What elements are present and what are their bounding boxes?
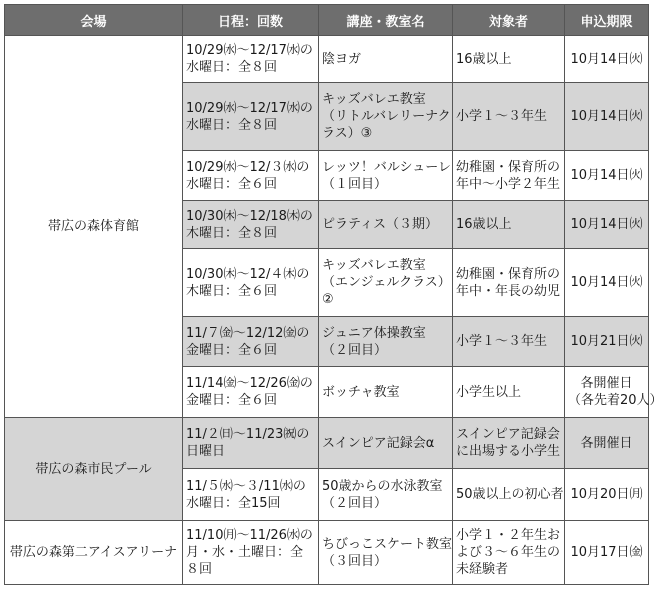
cell-line: 各開催日	[580, 376, 633, 391]
cell-line: 月・水・土曜日：全	[186, 545, 304, 560]
header-course: 講座・教室名	[319, 5, 453, 36]
target-cell	[453, 83, 565, 151]
cell-line: 10月21日㈫	[570, 334, 643, 349]
schedule-table	[4, 4, 663, 585]
cell-line: 小学生以上	[456, 384, 522, 400]
course-cell	[319, 36, 453, 83]
cell-line: 年中・年長の幼児	[456, 283, 561, 299]
cell-line: 水曜日：全15回	[186, 495, 281, 511]
cell-line: 日曜日	[186, 444, 226, 459]
header-deadline: 申込期限	[565, 5, 649, 36]
target-cell	[453, 317, 565, 367]
cell-line: 木曜日：全８回	[186, 225, 278, 241]
schedule-cell	[183, 418, 319, 469]
schedule-cell	[183, 521, 319, 585]
course-cell	[319, 521, 453, 585]
cell-line: 10月17日㈮	[570, 545, 643, 560]
target-cell	[453, 418, 565, 469]
cell-line: 陰ヨガ	[322, 51, 362, 67]
venue-cell: 帯広の森体育館	[5, 36, 183, 418]
target-cell	[453, 367, 565, 418]
cell-line: （２回目）	[322, 342, 388, 358]
table-row	[5, 521, 649, 585]
cell-line: ②	[322, 292, 334, 307]
deadline-cell	[565, 367, 663, 418]
course-cell	[319, 151, 453, 201]
cell-line: （３回目）	[322, 553, 388, 569]
cell-line: （リトルバレリーナク	[322, 109, 451, 124]
cell-line: よび３～６年生の	[456, 545, 561, 560]
deadline-cell	[565, 521, 649, 585]
cell-line: ジュニア体操教室	[322, 325, 426, 341]
cell-line: 11/７㈮～12/12㈮の	[186, 325, 310, 341]
cell-line: キッズバレエ教室	[322, 92, 426, 107]
cell-line: 小学１～３年生	[456, 109, 548, 124]
cell-line: ボッチャ教室	[322, 384, 400, 400]
cell-line: 金曜日：全６回	[186, 393, 278, 408]
schedule-cell	[183, 249, 319, 317]
cell-line: 各開催日	[580, 435, 633, 451]
cell-line: ちびっこスケート教室	[322, 536, 453, 552]
cell-line: 幼稚園・保育所の	[456, 159, 561, 175]
deadline-cell	[565, 36, 649, 83]
cell-line: ラス）③	[322, 126, 373, 141]
schedule-cell	[183, 151, 319, 201]
course-cell	[319, 469, 453, 521]
cell-line: 10月14日㈫	[570, 168, 643, 183]
target-cell	[453, 249, 565, 317]
course-cell	[319, 249, 453, 317]
cell-line: （各先着20人）	[568, 393, 663, 408]
cell-line: スインピア記録会	[456, 427, 560, 442]
cell-line: 50歳からの水泳教室	[322, 478, 443, 494]
cell-line: に出場する小学生	[456, 444, 561, 459]
deadline-cell	[565, 201, 649, 249]
cell-line: 年中～小学２年生	[456, 176, 561, 192]
cell-line: 未経験者	[456, 562, 509, 577]
target-cell	[453, 201, 565, 249]
target-cell	[453, 36, 565, 83]
cell-line: 10/29㈬～12/17㈬の	[186, 43, 313, 58]
cell-line: 10/30㈭～12/18㈭の	[186, 208, 313, 224]
schedule-cell	[183, 469, 319, 521]
cell-line: 16歳以上	[456, 51, 512, 67]
cell-line: 幼稚園・保育所の	[456, 266, 561, 282]
cell-line: 10月20日㈪	[570, 487, 643, 502]
cell-line: 10月14日㈫	[570, 275, 643, 290]
cell-line: スインピア記録会α	[322, 435, 435, 451]
cell-line: レッツ！バルシューレ	[322, 159, 452, 175]
header-row	[5, 5, 649, 36]
venue-cell: 帯広の森市民プール	[5, 418, 183, 521]
cell-line: 水曜日：全８回	[186, 60, 278, 75]
schedule-cell	[183, 36, 319, 83]
table-row	[5, 418, 649, 469]
cell-line: （エンジェルクラス）	[322, 275, 451, 290]
header-venue: 会場	[5, 5, 183, 36]
cell-line: 金曜日：全６回	[186, 342, 278, 358]
course-cell	[319, 201, 453, 249]
schedule-cell	[183, 201, 319, 249]
cell-line: キッズバレエ教室	[322, 258, 426, 273]
cell-line: 11/14㈮～12/26㈮の	[186, 376, 313, 391]
deadline-cell	[565, 151, 649, 201]
cell-line: 11/５㈬～３/11㈬の	[186, 478, 306, 494]
cell-line: 小学１～３年生	[456, 334, 548, 349]
cell-line: ８回	[186, 562, 213, 577]
cell-line: （１回目）	[322, 176, 388, 192]
header-target: 対象者	[453, 5, 565, 36]
target-cell	[453, 469, 565, 521]
cell-line: 16歳以上	[456, 217, 512, 232]
deadline-cell	[565, 418, 649, 469]
cell-line: （２回目）	[322, 495, 388, 511]
deadline-cell	[565, 469, 649, 521]
cell-line: 50歳以上の初心者	[456, 487, 564, 502]
cell-line: 10/29㈬～12/17㈬の	[186, 100, 313, 116]
cell-line: 11/２㈰～11/23㈷の	[186, 427, 310, 442]
deadline-cell	[565, 317, 649, 367]
venue-cell: 帯広の森第二アイスアリーナ	[5, 521, 183, 585]
deadline-cell	[565, 249, 649, 317]
cell-line: 10/30㈭～12/４㈭の	[186, 266, 310, 282]
deadline-cell	[565, 83, 649, 151]
target-cell	[453, 151, 565, 201]
cell-line: 10月14日㈫	[570, 217, 643, 232]
cell-line: 11/10㈪～11/26㈬の	[186, 528, 313, 543]
cell-line: ピラティス（３期）	[322, 217, 438, 232]
cell-line: 水曜日：全８回	[186, 117, 278, 133]
cell-line: 10月14日㈫	[570, 109, 643, 124]
schedule-cell	[183, 367, 319, 418]
cell-line: 10月14日㈫	[570, 51, 643, 67]
cell-line: 小学１・２年生お	[456, 528, 561, 543]
course-cell	[319, 317, 453, 367]
cell-line: 10/29㈬～12/３㈬の	[186, 159, 310, 175]
table-row	[5, 36, 649, 83]
course-cell	[319, 83, 453, 151]
course-cell	[319, 367, 453, 418]
cell-line: 木曜日：全６回	[186, 283, 278, 299]
target-cell	[453, 521, 565, 585]
schedule-cell	[183, 317, 319, 367]
schedule-cell	[183, 83, 319, 151]
header-schedule: 日程：回数	[183, 5, 319, 36]
course-cell	[319, 418, 453, 469]
cell-line: 水曜日：全６回	[186, 176, 278, 192]
